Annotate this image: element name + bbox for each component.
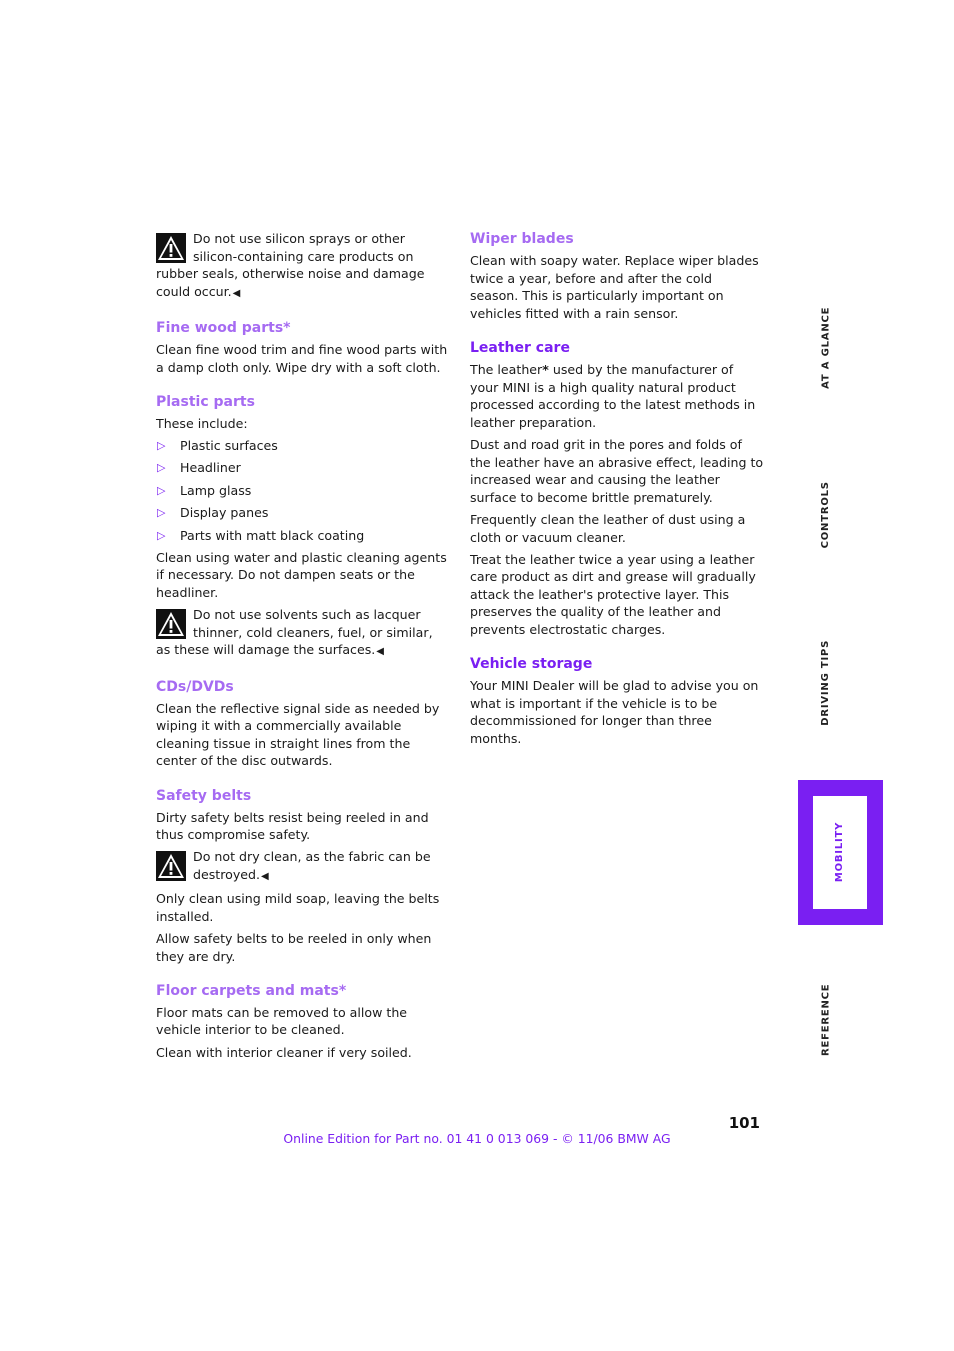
list-item (156, 437, 448, 455)
cds-text: Clean the reflective signal side as needed by wiping it with a commercially available cleaning tissue in straight lines from the center of the disc outwards. (156, 700, 440, 769)
heading-leather-care: Leather care (470, 339, 570, 356)
side-tab-reference[interactable] (810, 975, 842, 1065)
warning-text: Do not use solvents such as lacquer thinner, cold cleaners, fuel, or similar, as these will damage the surfaces. (156, 607, 433, 658)
end-mark-icon: ◀ (232, 287, 241, 299)
side-tab-label: AT A GLANCE (820, 306, 832, 389)
safety-belts-text: Dirty safety belts resist being reeled in and thus compromise safety. (156, 809, 429, 843)
side-tab-label: MOBILITY (834, 821, 846, 883)
list-item (156, 482, 448, 500)
wiper-text: Clean with soapy water. Replace wiper blades twice a year, before and after the cold season. This is particularly important on vehicles fitted with a rain sensor. (470, 253, 759, 321)
list-item (156, 527, 448, 545)
plastic-list (156, 437, 448, 544)
safety-belts-soap-text: Only clean using mild soap, leaving the belts installed. (156, 891, 440, 924)
bullet-arrow-icon: ▷ (157, 438, 166, 452)
heading-floor-carpets: Floor carpets and mats* (156, 982, 347, 999)
warning-text: Do not dry clean, as the fabric can be destroyed. (193, 849, 431, 882)
warning-triangle-icon (156, 851, 186, 881)
heading-cds-dvds: CDs/DVDs (156, 678, 234, 695)
side-tab-driving-tips[interactable] (810, 635, 842, 730)
warning-triangle-icon (156, 609, 186, 639)
heading-vehicle-storage: Vehicle storage (470, 656, 593, 673)
heading-fine-wood: Fine wood parts* (156, 319, 291, 336)
storage-text: Your MINI Dealer will be glad to advise you on what is important if the vehicle is to be decommissioned for longer than three months. (470, 678, 759, 747)
list-item (156, 504, 448, 522)
leather-text-4: Treat the leather twice a year using a leather care product as dirt and grease will gradually attack the leather's protective layer. This preserves the quality of the leather and prevents electrostatic charges. (470, 551, 756, 638)
bullet-arrow-icon: ▷ (157, 483, 166, 497)
leather-text-3: Frequently clean the leather of dust using a cloth or vacuum cleaner. (470, 511, 746, 545)
fine-wood-text: Clean fine wood trim and fine wood parts with a damp cloth only. Wipe dry with a soft cloth. (156, 341, 448, 375)
side-tab-controls[interactable] (810, 470, 842, 560)
heading-safety-belts: Safety belts (156, 787, 252, 804)
floor-cleaner-text: Clean with interior cleaner if very soiled. (156, 1044, 412, 1060)
heading-plastic-parts: Plastic parts (156, 393, 255, 410)
list-item-label: Lamp glass (180, 482, 252, 498)
leather-text-2: Dust and road grit in the pores and folds of the leather have an abrasive effect, leading to increased wear and causing the leather surface to become brittle prematurely. (470, 436, 764, 505)
leather-text-1 (470, 361, 764, 431)
bullet-arrow-icon: ▷ (157, 506, 166, 520)
right-column (470, 230, 764, 752)
side-tab-label: CONTROLS (820, 481, 832, 549)
warning-note (156, 606, 448, 661)
leather-text-start: The leather (470, 361, 543, 377)
side-tab-at-a-glance[interactable] (810, 300, 842, 395)
list-item-label: Display panes (180, 505, 269, 521)
page-number: 101 (728, 1114, 760, 1132)
bullet-arrow-icon: ▷ (157, 461, 166, 475)
side-tab-label: DRIVING TIPS (820, 639, 832, 726)
side-tab-label: REFERENCE (820, 983, 832, 1057)
plastic-intro: These include: (156, 415, 248, 431)
leather-text-rest: used by the manufacturer of your MINI is a high quality natural product processed according to the latest methods in leather preparation. (470, 361, 756, 430)
warning-note (156, 848, 448, 885)
safety-belts-dry-text: Allow safety belts to be reeled in only when they are dry. (156, 930, 432, 964)
warning-note (156, 230, 448, 302)
plastic-text: Clean using water and plastic cleaning agents if necessary. Do not dampen seats or the headliner. (156, 549, 447, 601)
bullet-arrow-icon: ▷ (157, 528, 166, 542)
footer-edition-note: Online Edition for Part no. 01 41 0 013 069 - © 11/06 BMW AG (283, 1131, 671, 1146)
list-item (156, 459, 448, 477)
option-star: * (542, 361, 549, 377)
warning-text: Do not use silicon sprays or other silicon-containing care products on rubber seals, otherwise noise and damage could occur. (156, 231, 425, 299)
side-tab-mobility[interactable] (798, 780, 883, 925)
warning-triangle-icon (156, 233, 186, 263)
list-item-label: Plastic surfaces (180, 437, 278, 453)
side-tab-mobility-inner (813, 796, 867, 909)
end-mark-icon: ◀ (261, 870, 269, 882)
end-mark-icon: ◀ (376, 646, 384, 658)
floor-text: Floor mats can be removed to allow the vehicle interior to be cleaned. (156, 1004, 408, 1038)
list-item-label: Parts with matt black coating (180, 527, 365, 543)
heading-wiper-blades: Wiper blades (470, 231, 574, 247)
left-column (156, 230, 448, 1066)
list-item-label: Headliner (180, 460, 241, 476)
